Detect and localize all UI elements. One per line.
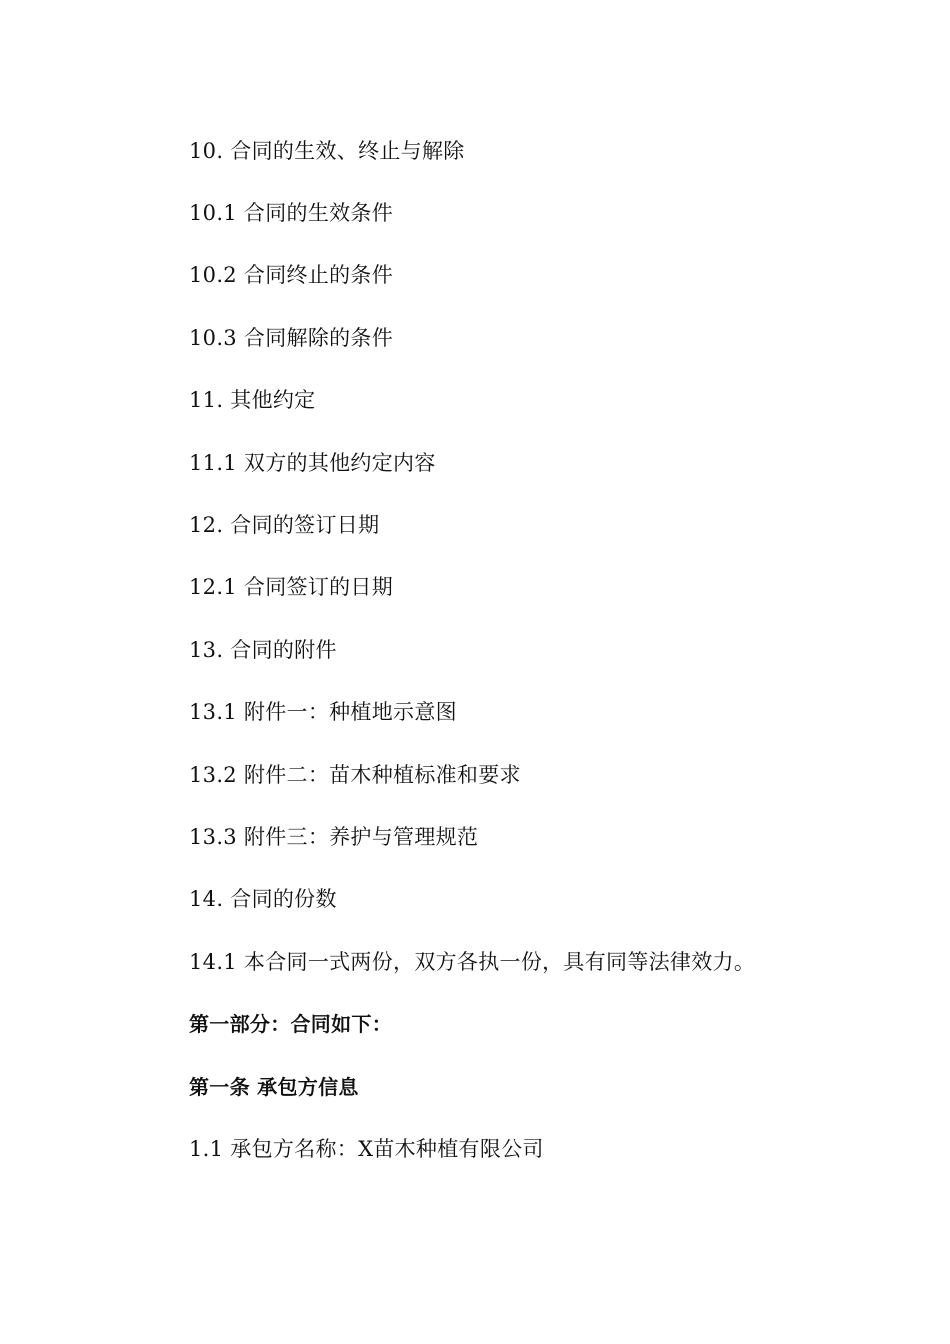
part-heading: 第一部分：合同如下： (189, 1012, 392, 1036)
clause-13-1: 13.1 附件一：种植地示意图 (189, 700, 457, 724)
clause-1-1: 1.1 承包方名称：X苗木种植有限公司 (189, 1137, 544, 1161)
clause-11-1: 11.1 双方的其他约定内容 (189, 451, 436, 475)
section-heading-14: 14. 合同的份数 (189, 887, 337, 911)
clause-12-1: 12.1 合同签订的日期 (189, 575, 394, 599)
clause-10-2: 10.2 合同终止的条件 (189, 263, 394, 287)
clause-10-1: 10.1 合同的生效条件 (189, 201, 394, 225)
clause-10-3: 10.3 合同解除的条件 (189, 326, 394, 350)
section-heading-13: 13. 合同的附件 (189, 638, 337, 662)
section-heading-11: 11. 其他约定 (189, 388, 316, 412)
section-heading-12: 12. 合同的签订日期 (189, 513, 380, 537)
clause-13-3: 13.3 附件三：养护与管理规范 (189, 825, 479, 849)
section-heading-10: 10. 合同的生效、终止与解除 (189, 139, 465, 163)
article-heading: 第一条 承包方信息 (189, 1075, 359, 1099)
clause-14-1: 14.1 本合同一式两份，双方各执一份，具有同等法律效力。 (189, 950, 756, 974)
clause-13-2: 13.2 附件二：苗木种植标准和要求 (189, 763, 521, 787)
